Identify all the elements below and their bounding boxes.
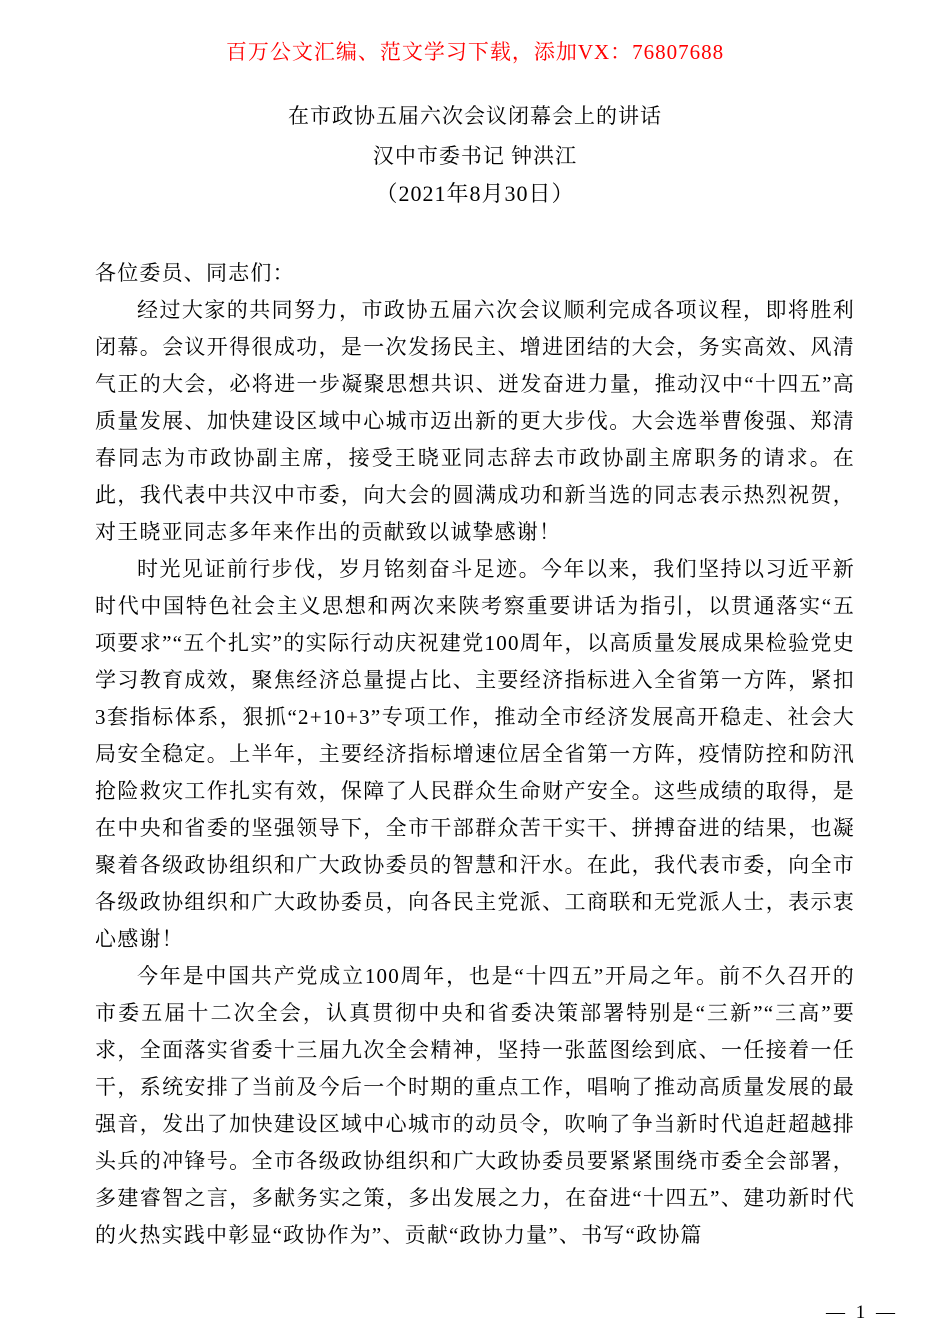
document-author: 汉中市委书记 钟洪江 [372, 144, 578, 168]
salutation: 各位委员、同志们： [95, 261, 295, 285]
page-number: — 1 — [826, 1302, 898, 1323]
document-body [95, 255, 855, 1254]
paragraph-3: 今年是中国共产党成立100周年，也是“十四五”开局之年。前不久召开的市委五届十二次全会，认真贯彻中央和省委决策部署特别是“三新”“三高”要求，全面落实省委十三届九次全会精神，坚持一张蓝图绘到底、一任接着一任干，系统安排了当前及今后一个时期的重点工作，唱响了推动高质量发展的最强音，发出了加快建设区域中心城市的动员令，吹响了争当新时代追赶超越排头兵的冲锋号。全市各级政协组织和广大政协委员要紧紧围绕市委全会部署，多建睿智之言，多献务实之策，多出发展之力，在奋进“十四五”、建功新时代的火热实践中彰显“政协作为”、贡献“政协力量”、书写“政协篇 [95, 964, 855, 1247]
promo-banner: 百万公文汇编、范文学习下载，添加VX：76807688 [225, 40, 725, 64]
paragraph-2: 时光见证前行步伐，岁月铭刻奋斗足迹。今年以来，我们坚持以习近平新时代中国特色社会主义思想和两次来陕考察重要讲话为指引，以贯通落实“五项要求”“五个扎实”的实际行动庆祝建党100周年，以高质量发展成果检验党史学习教育成效，聚焦经济总量提占比、主要经济指标进入全省第一方阵，紧扣3套指标体系，狠抓“2+10+3”专项工作，推动全市经济发展高开稳走、社会大局安全稳定。上半年，主要经济指标增速位居全省第一方阵，疫情防控和防汛抢险救灾工作扎实有效，保障了人民群众生命财产安全。这些成绩的取得，是在中央和省委的坚强领导下，全市干部群众苦干实干、拼搏奋进的结果，也凝聚着各级政协组织和广大政协委员的智慧和汗水。在此，我代表市委，向全市各级政协组织和广大政协委员，向各民主党派、工商联和无党派人士，表示衷心感谢！ [95, 557, 855, 951]
document-date: （2021年8月30日） [375, 181, 575, 206]
paragraph-1: 经过大家的共同努力，市政协五届六次会议顺利完成各项议程，即将胜利闭幕。会议开得很成功，是一次发扬民主、增进团结的大会，务实高效、风清气正的大会，必将进一步凝聚思想共识、迸发奋进力量，推动汉中“十四五”高质量发展、加快建设区域中心城市迈出新的更大步伐。大会选举曹俊强、郑清春同志为市政协副主席，接受王晓亚同志辞去市政协副主席职务的请求。在此，我代表中共汉中市委，向大会的圆满成功和新当选的同志表示热烈祝贺，对王晓亚同志多年来作出的贡献致以诚挚感谢！ [95, 298, 855, 544]
document-title: 在市政协五届六次会议闭幕会上的讲话 [288, 104, 662, 128]
